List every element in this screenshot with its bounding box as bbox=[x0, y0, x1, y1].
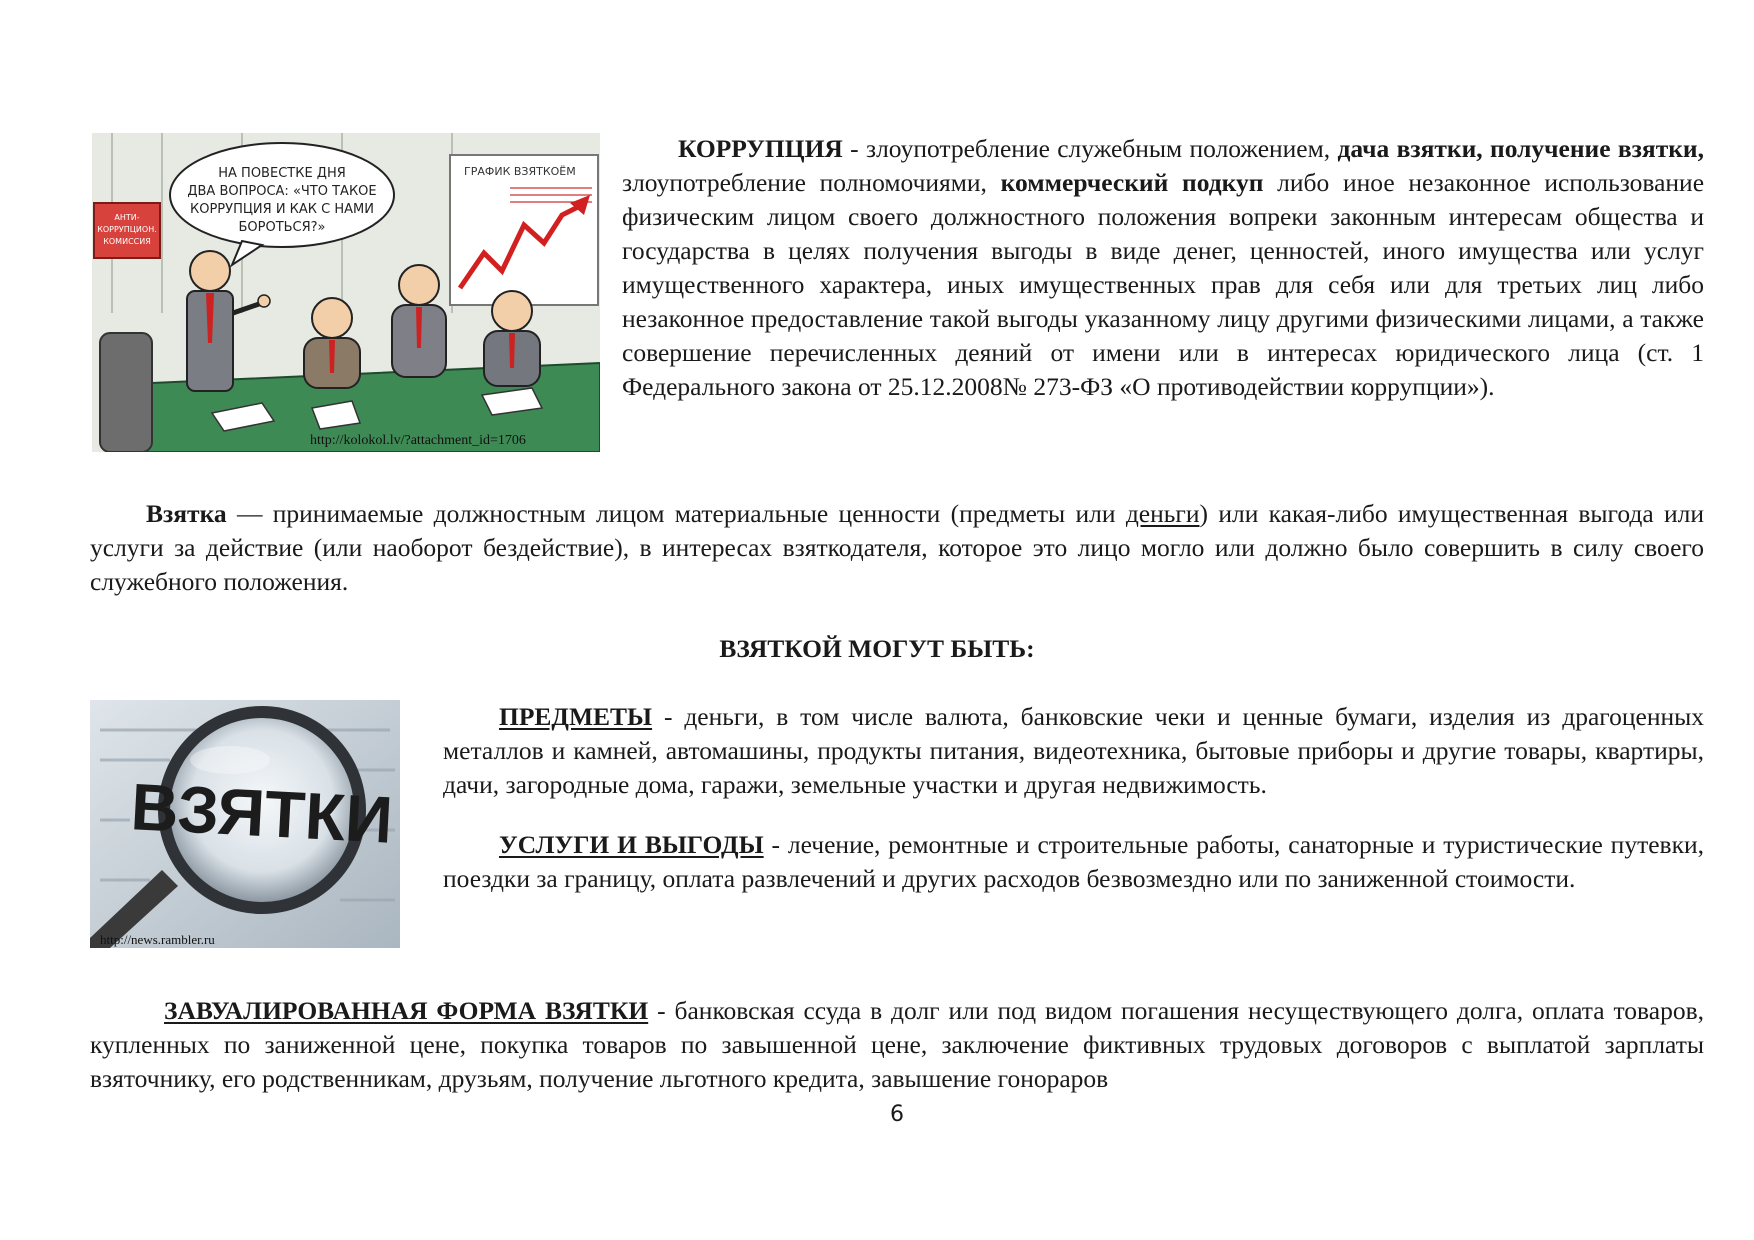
cartoon-source-caption: http://kolokol.lv/?attachment_id=1706 bbox=[310, 433, 526, 448]
bribe-text-1: — принимаемые должностным лицом материальные ценности (предметы или bbox=[226, 499, 1126, 528]
item-text: - деньги, в том числе валюта, банковские чеки и ценные бумаги, изделия из драгоценных металлов и камней, автомашины, продукты питания, видеотехника, бытовые приборы и другие товары, квартиры, дачи, загородные дома, гаражи, земельные участки и другая недвижимость. bbox=[443, 702, 1704, 799]
chart-board-label: ГРАФИК ВЗЯТКОЁМ bbox=[464, 165, 576, 178]
magnifier-image bbox=[90, 700, 400, 948]
poster-line-2: КОРРУПЦИОН. bbox=[97, 225, 157, 234]
poster-line-1: АНТИ- bbox=[114, 213, 140, 222]
bubble-line-3: КОРРУПЦИЯ И КАК С НАМИ bbox=[190, 202, 374, 217]
magnifier-drawing bbox=[90, 700, 400, 948]
bribe-definition bbox=[90, 497, 1704, 599]
corruption-term: КОРРУПЦИЯ bbox=[678, 134, 843, 163]
section-heading: ВЗЯТКОЙ МОГУТ БЫТЬ: bbox=[719, 634, 1035, 663]
bribe-term: Взятка bbox=[146, 499, 227, 528]
bubble-line-4: БОРОТЬСЯ?» bbox=[238, 220, 326, 235]
bubble-line-1: НА ПОВЕСТКЕ ДНЯ bbox=[218, 166, 346, 181]
veiled-term: ЗАВУАЛИРОВАННАЯ ФОРМА ВЗЯТКИ bbox=[164, 996, 649, 1025]
veiled-bribe-paragraph bbox=[90, 994, 1704, 1096]
cartoon-drawing bbox=[92, 133, 600, 452]
item-term: УСЛУГИ И ВЫГОДЫ bbox=[499, 830, 764, 859]
item-text: - лечение, ремонтные и строительные работы, санаторные и туристические путевки, поездки за границу, оплата развлечений и других расходов безвозмездно или по заниженной стоимости. bbox=[443, 830, 1704, 893]
corruption-text-1: - злоупотребление служебным положением, bbox=[842, 134, 1338, 163]
magnifier-source-caption: http://news.rambler.ru bbox=[100, 932, 215, 947]
corruption-text-3: либо иное незаконное использование физическим лицом своего должностного положения вопреки законным интересам общества и государства в целях получения выгоды в виде денег, ценностей, иного имущества или услуг имущественного характера, иных имущественных прав для себя или для третьих лиц либо незаконное предоставление такой выгоды указанному лицу другими физическими лицами, а также совершение перечисленных деяний от имени или в интересах юридического лица (ст. 1 Федерального закона от 25.12.2008№ 273-ФЗ «О противодействии коррупции»). bbox=[622, 168, 1705, 401]
corruption-cartoon-image bbox=[92, 133, 600, 452]
corruption-definition bbox=[622, 132, 1704, 404]
list-item bbox=[443, 700, 1704, 802]
corruption-bold-1: дача взятки, получение взятки, bbox=[1337, 134, 1705, 163]
poster-line-3: КОМИССИЯ bbox=[103, 237, 151, 246]
money-link[interactable]: деньги bbox=[1125, 499, 1200, 528]
corruption-bold-2: коммерческий подкуп bbox=[1000, 168, 1264, 197]
list-item bbox=[443, 828, 1704, 896]
corruption-text-2: злоупотребление полномочиями, bbox=[622, 168, 1001, 197]
bribe-text-2: ) или какая-либо имущественная выгода или услуги за действие (или наоборот бездействие), в интересах взяткодателя, которое это лицо могло или должно было совершить в силу своего служебного положения. bbox=[90, 499, 1704, 596]
bubble-line-2: ДВА ВОПРОСА: «ЧТО ТАКОЕ bbox=[187, 184, 377, 199]
item-term: ПРЕДМЕТЫ bbox=[499, 702, 653, 731]
bribe-types-list bbox=[443, 700, 1704, 896]
veiled-text: - банковская ссуда в долг или под видом погашения несуществующего долга, оплата товаров, купленных по заниженной цене, покупка товаров по завышенной цене, заключение фиктивных трудовых договоров с выплатой зарплаты взяточнику, его родственникам, друзьям, получение льготного кредита, завышение гонораров bbox=[90, 996, 1704, 1093]
page-number: 6 bbox=[890, 1102, 904, 1127]
magnified-word: ВЗЯТКИ bbox=[129, 769, 395, 857]
